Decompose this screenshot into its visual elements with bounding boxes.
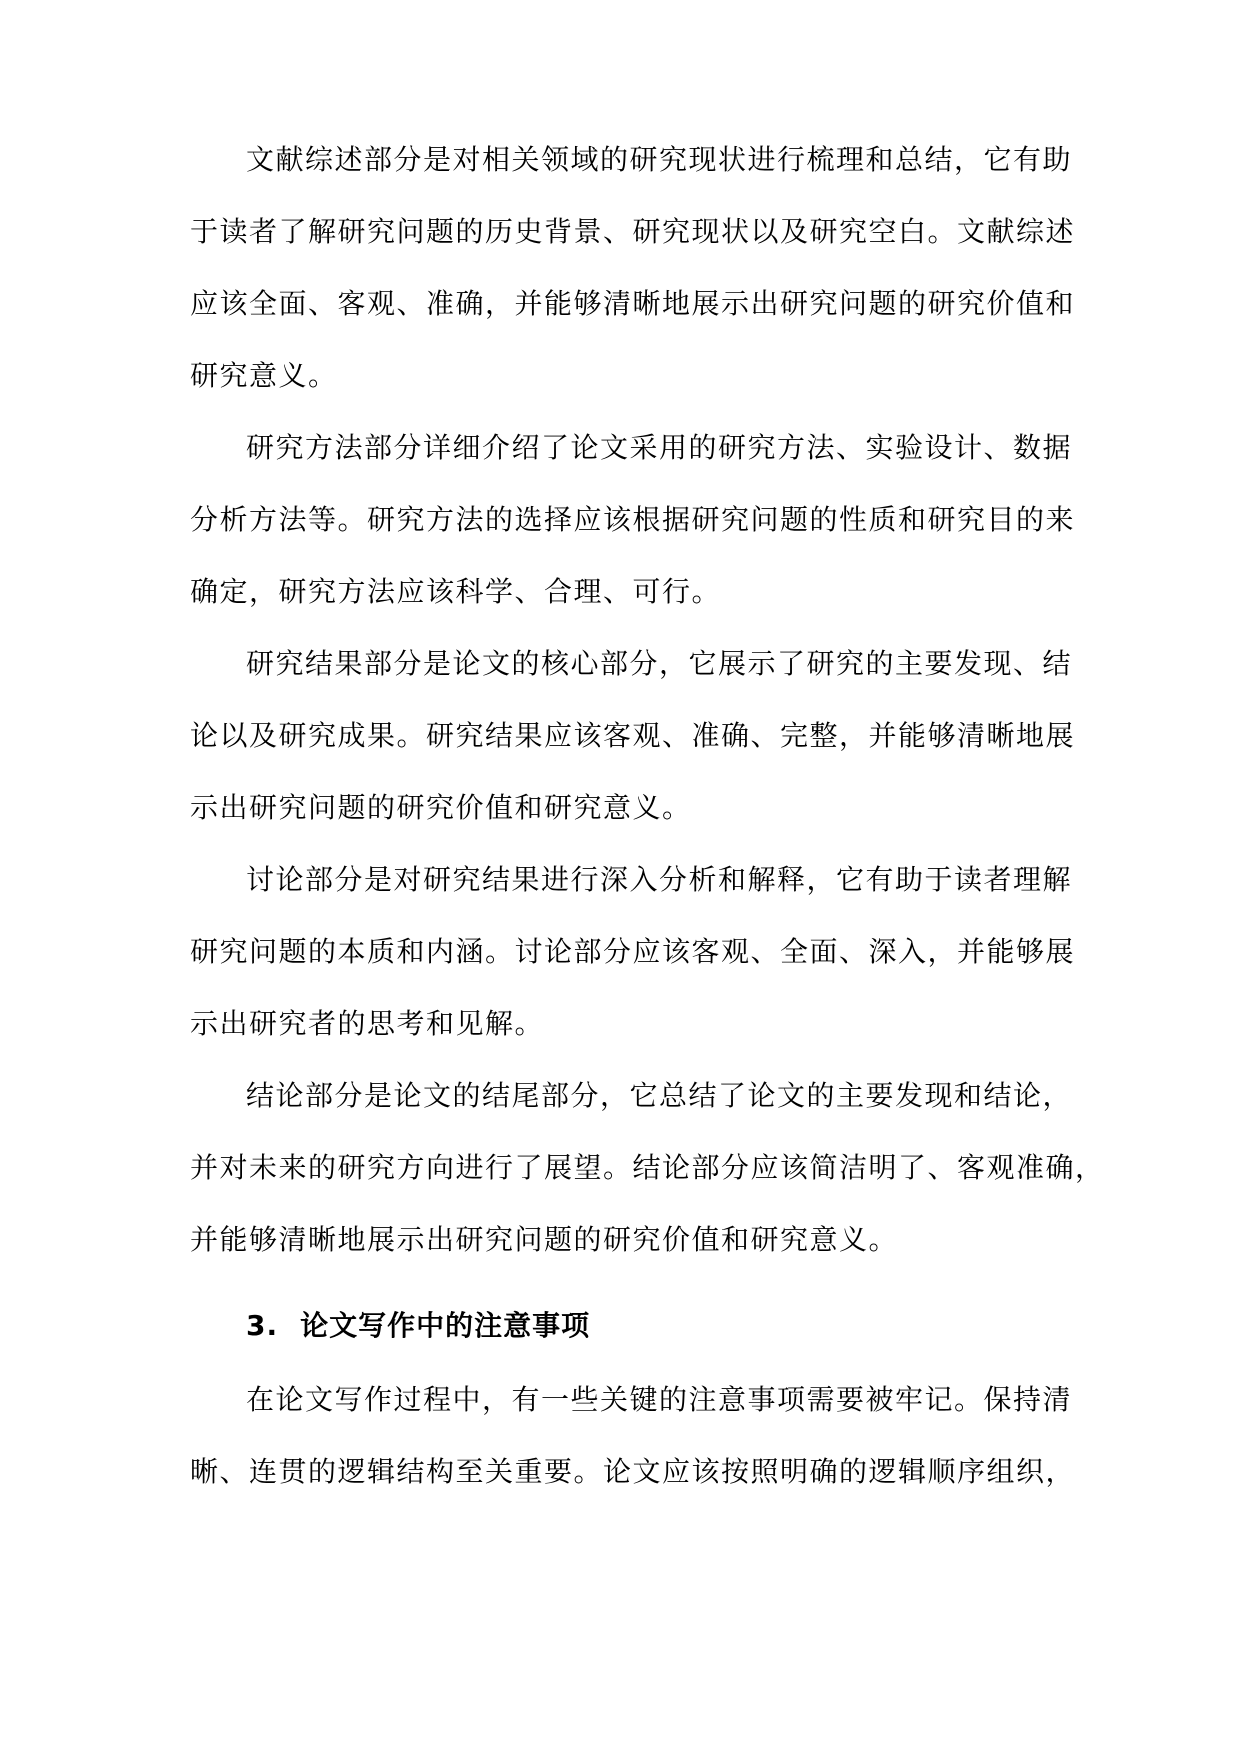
paragraph-line: 研究结果部分是论文的核心部分，它展示了研究的主要发现、结 xyxy=(246,647,1073,680)
section-number: 3. xyxy=(246,1309,279,1342)
paragraph-line: 于读者了解研究问题的历史背景、研究现状以及研究空白。文献综述 xyxy=(190,215,1076,248)
paragraph-line: 在论文写作过程中，有一些关键的注意事项需要被牢记。保持清 xyxy=(246,1383,1073,1416)
paragraph-line: 示出研究者的思考和见解。 xyxy=(190,1007,545,1040)
paragraph-line: 论以及研究成果。研究结果应该客观、准确、完整，并能够清晰地展 xyxy=(190,719,1076,752)
paragraph-line: 结论部分是论文的结尾部分，它总结了论文的主要发现和结论， xyxy=(246,1079,1073,1112)
paragraph-line: 讨论部分是对研究结果进行深入分析和解释，它有助于读者理解 xyxy=(246,863,1073,896)
paragraph-line: 晰、连贯的逻辑结构至关重要。论文应该按照明确的逻辑顺序组织， xyxy=(190,1455,1076,1488)
section-title: 论文写作中的注意事项 xyxy=(300,1309,591,1342)
paragraph-line: 研究问题的本质和内涵。讨论部分应该客观、全面、深入，并能够展 xyxy=(190,935,1076,968)
paragraph-line: 并对未来的研究方向进行了展望。结论部分应该简洁明了、客观准确， xyxy=(190,1151,1105,1184)
paragraph-line: 文献综述部分是对相关领域的研究现状进行梳理和总结，它有助 xyxy=(246,143,1073,176)
paragraph-line: 确定，研究方法应该科学、合理、可行。 xyxy=(190,575,722,608)
paragraph-line: 示出研究问题的研究价值和研究意义。 xyxy=(190,791,692,824)
paragraph-line: 分析方法等。研究方法的选择应该根据研究问题的性质和研究目的来 xyxy=(190,503,1076,536)
paragraph-line: 研究意义。 xyxy=(190,359,338,392)
paragraph-line: 并能够清晰地展示出研究问题的研究价值和研究意义。 xyxy=(190,1223,899,1256)
paragraph-line: 研究方法部分详细介绍了论文采用的研究方法、实验设计、数据 xyxy=(246,431,1073,464)
paragraph-line: 应该全面、客观、准确，并能够清晰地展示出研究问题的研究价值和 xyxy=(190,287,1076,320)
section-heading xyxy=(246,1306,590,1346)
